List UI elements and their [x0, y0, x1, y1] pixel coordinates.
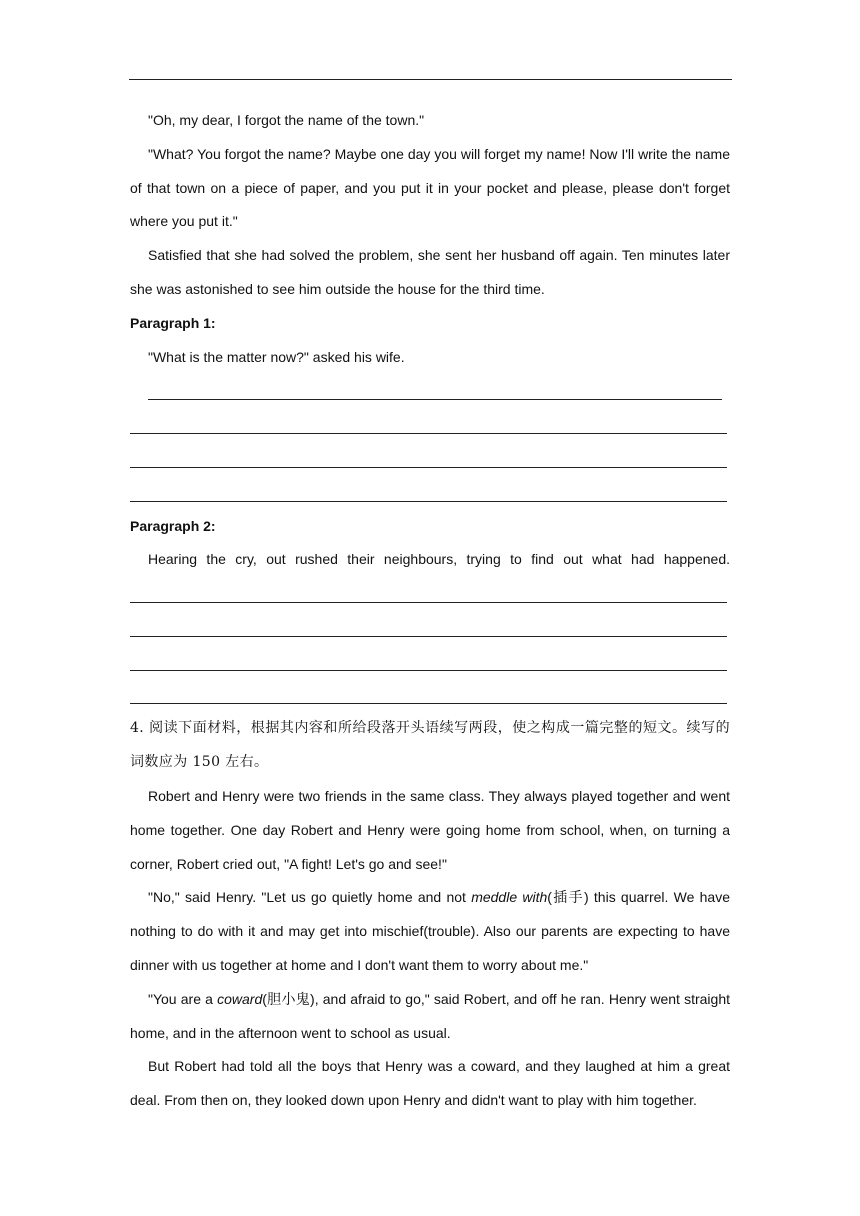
- chinese-gloss: (胆小鬼): [262, 990, 315, 1007]
- chinese-gloss: (插手): [547, 889, 589, 906]
- story-paragraph: "Oh, my dear, I forgot the name of the town.": [148, 112, 425, 128]
- text-run: this quarrel. We have nothing to do with it and may get into mischief(trouble). Also our parents are expecting to have dinner with us together at home and I don't want them to worry about me.": [130, 889, 731, 973]
- document-body: [130, 104, 730, 1118]
- text-run: , and afraid to go," said Robert, and off he ran. Henry went straight home, and in the afternoon went to school as usual.: [130, 990, 730, 1041]
- text-run: "You are a: [148, 990, 218, 1007]
- answer-line[interactable]: [130, 577, 730, 611]
- paragraph2-opening: Hearing the cry, out rushed their neighbours, trying to find out what had happened.: [148, 551, 730, 568]
- answer-line[interactable]: [130, 408, 730, 442]
- question4-paragraph: Robert and Henry were two friends in the same class. They always played together and went home together. One day Robert and Henry were going home from school, when, on turning a corner, Robert cried out, "A fight! Let's go and see!": [130, 787, 730, 872]
- answer-line[interactable]: [130, 442, 730, 476]
- paragraph2-heading: Paragraph 2:: [130, 517, 216, 534]
- paragraph1-opening: "What is the matter now?" asked his wife.: [148, 348, 405, 365]
- question4-paragraph: [130, 983, 730, 1051]
- answer-line[interactable]: [130, 374, 730, 408]
- story-paragraph: "What? You forgot the name? Maybe one day you will forget my name! Now I'll write the name of that town on a piece of paper, and you put it in your pocket and please, please don't forget where you put it.": [130, 145, 730, 230]
- vocab-term: coward: [217, 990, 263, 1007]
- vocab-term: meddle with: [471, 889, 548, 906]
- answer-line[interactable]: [130, 476, 730, 510]
- answer-line[interactable]: [130, 645, 730, 679]
- question4-paragraph: But Robert had told all the boys that Henry was a coward, and they laughed at him a great deal. From then on, they looked down upon Henry and didn't want to play with him together.: [130, 1058, 730, 1109]
- answer-line[interactable]: [130, 611, 730, 645]
- question4-instruction: 4. 阅读下面材料，根据其内容和所给段落开头语续写两段，使之构成一篇完整的短文。续写的词数应为 150 左右。: [130, 720, 730, 771]
- story-paragraph: Satisfied that she had solved the problem, she sent her husband off again. Ten minutes later she was astonished to see him outside the house for the third time.: [130, 247, 730, 297]
- header-rule: [129, 79, 732, 80]
- question4-paragraph: [130, 881, 730, 982]
- text-run: "No," said Henry. "Let us go quietly home and not: [148, 889, 472, 906]
- paragraph1-heading: Paragraph 1:: [130, 314, 216, 331]
- answer-line[interactable]: [130, 679, 730, 713]
